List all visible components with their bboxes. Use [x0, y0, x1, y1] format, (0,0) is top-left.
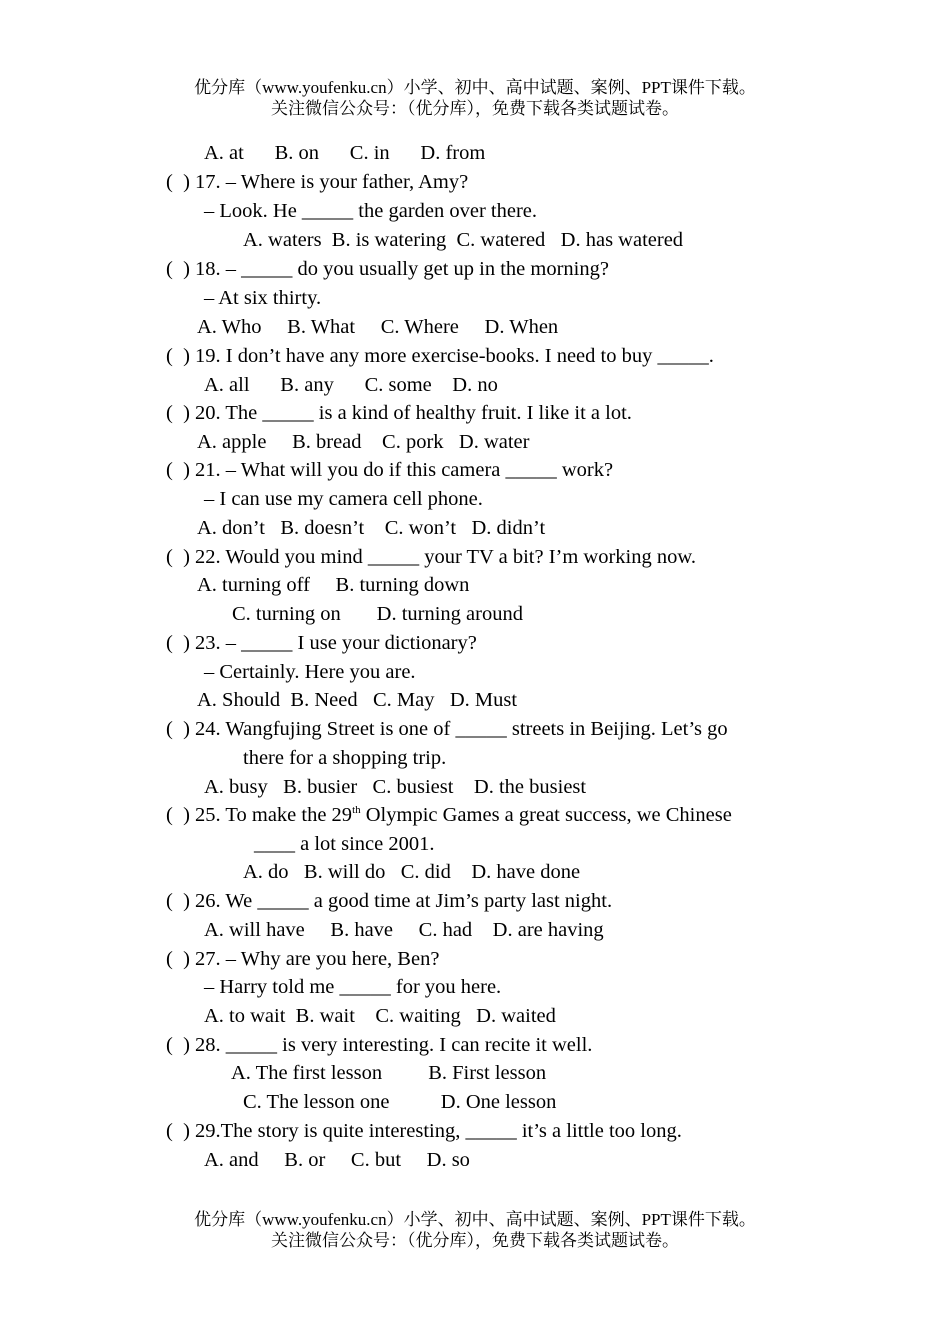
- q16-options: A. at B. on C. in D. from: [204, 142, 486, 164]
- q26-options: A. will have B. have C. had D. are having: [204, 919, 604, 941]
- q27-options: A. to wait B. wait C. waiting D. waited: [204, 1005, 556, 1027]
- q28-question: ( ) 28. _____ is very interesting. I can recite it well.: [166, 1034, 593, 1056]
- q21-answer-line: – I can use my camera cell phone.: [204, 488, 483, 510]
- header-line-1: 优分库（www.youfenku.cn）小学、初中、高中试题、案例、PPT课件下载。: [194, 78, 756, 97]
- q25-question: [166, 801, 732, 830]
- q22-question: ( ) 22. Would you mind _____ your TV a bit? I’m working now.: [166, 546, 696, 568]
- page-footer: [0, 1209, 950, 1251]
- q29-question: ( ) 29.The story is quite interesting, _____ it’s a little too long.: [166, 1120, 682, 1142]
- q17-options: A. waters B. is watering C. watered D. has watered: [243, 229, 684, 251]
- q25-text-a: ( ) 25. To make the 29: [166, 804, 353, 826]
- q20-options: A. apple B. bread C. pork D. water: [197, 431, 530, 453]
- q27-answer-line: – Harry told me _____ for you here.: [204, 976, 502, 998]
- page-header: [0, 77, 950, 119]
- q28-options-1: A. The first lesson B. First lesson: [231, 1062, 547, 1084]
- q18-options: A. Who B. What C. Where D. When: [197, 316, 559, 338]
- q18-answer-line: – At six thirty.: [204, 287, 322, 309]
- q22-options-2: C. turning on D. turning around: [232, 603, 523, 625]
- q17-answer-line: – Look. He _____ the garden over there.: [204, 200, 538, 222]
- q25-options: A. do B. will do C. did D. have done: [243, 861, 581, 883]
- q27-question: ( ) 27. – Why are you here, Ben?: [166, 948, 440, 970]
- q25-question-cont: ____ a lot since 2001.: [254, 833, 435, 855]
- q26-question: ( ) 26. We _____ a good time at Jim’s party last night.: [166, 890, 613, 912]
- q28-options-2: C. The lesson one D. One lesson: [243, 1091, 557, 1113]
- q17-question: ( ) 17. – Where is your father, Amy?: [166, 171, 469, 193]
- q25-superscript: th: [352, 804, 361, 816]
- q24-question-cont: there for a shopping trip.: [243, 747, 447, 769]
- q19-options: A. all B. any C. some D. no: [204, 374, 498, 396]
- q25-text-b: Olympic Games a great success, we Chinese: [360, 804, 732, 826]
- q18-question: ( ) 18. – _____ do you usually get up in the morning?: [166, 258, 609, 280]
- q24-question: ( ) 24. Wangfujing Street is one of _____ streets in Beijing. Let’s go: [166, 718, 728, 740]
- q29-options: A. and B. or C. but D. so: [204, 1149, 470, 1171]
- q21-question: ( ) 21. – What will you do if this camera _____ work?: [166, 459, 614, 481]
- q20-question: ( ) 20. The _____ is a kind of healthy fruit. I like it a lot.: [166, 402, 632, 424]
- q21-options: A. don’t B. doesn’t C. won’t D. didn’t: [197, 517, 546, 539]
- q23-question: ( ) 23. – _____ I use your dictionary?: [166, 632, 477, 654]
- q23-answer-line: – Certainly. Here you are.: [204, 661, 416, 683]
- header-line-2: 关注微信公众号：（优分库），免费下载各类试题试卷。: [271, 99, 679, 118]
- footer-line-2: 关注微信公众号：（优分库），免费下载各类试题试卷。: [271, 1231, 679, 1250]
- footer-line-1: 优分库（www.youfenku.cn）小学、初中、高中试题、案例、PPT课件下载。: [194, 1210, 756, 1229]
- q24-options: A. busy B. busier C. busiest D. the busiest: [204, 776, 587, 798]
- q22-options-1: A. turning off B. turning down: [197, 574, 470, 596]
- q23-options: A. Should B. Need C. May D. Must: [197, 689, 518, 711]
- q19-question: ( ) 19. I don’t have any more exercise-books. I need to buy _____.: [166, 345, 714, 367]
